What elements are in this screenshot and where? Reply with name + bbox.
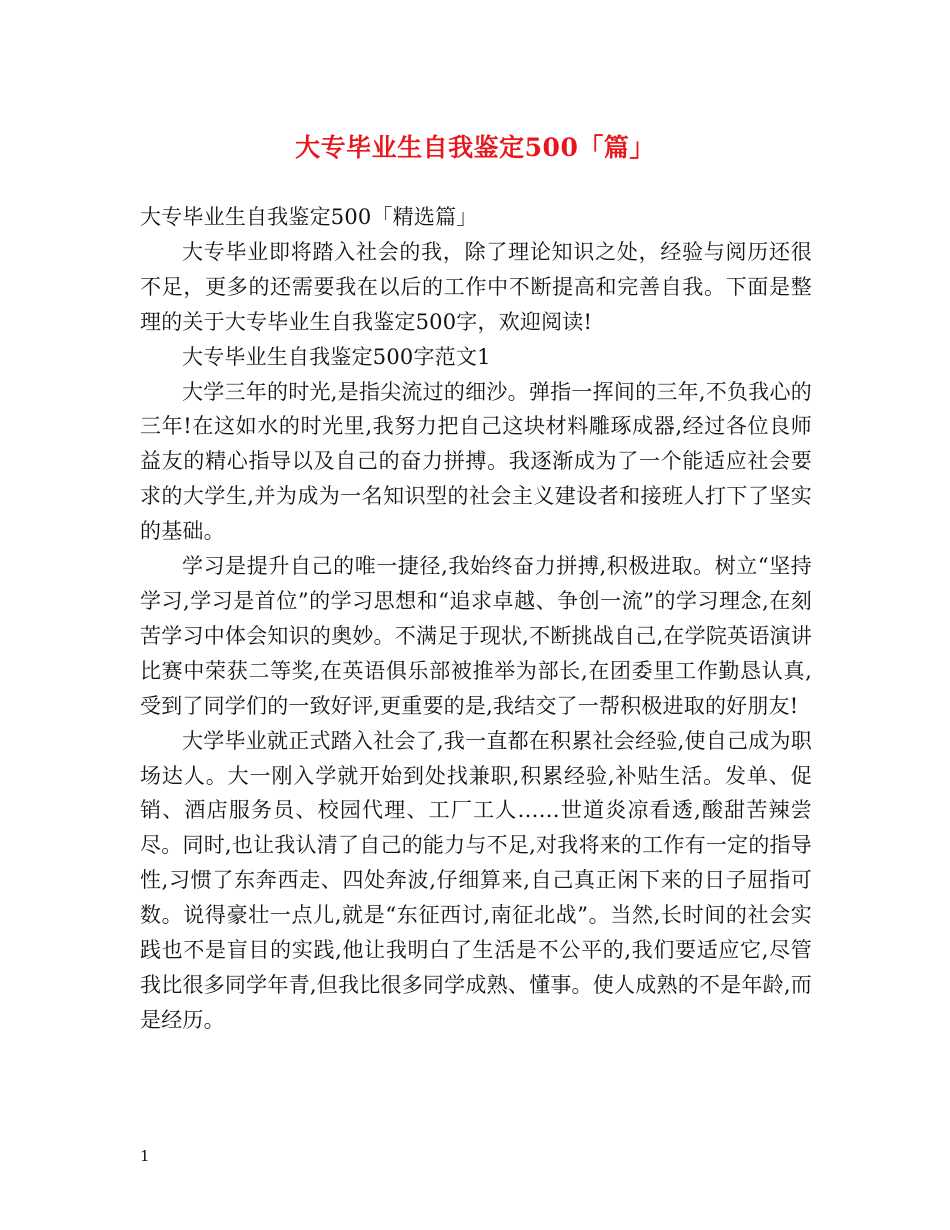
paragraph: 学习是提升自己的唯一捷径,我始终奋力拼搏,积极进取。树立“坚持学习,学习是首位”的学习思想和“追求卓越、争创一流”的学习理念,在刻苦学习中体会知识的奥妙。不满足于现状,不断挑战自己,在学院英语演讲比赛中荣获二等奖,在英语俱乐部被推举为部长,在团委里工作勤恳认真,受到了同学们的一致好评,更重要的是,我结交了一帮积极进取的好朋友! [140, 554, 812, 718]
paragraph: 大学三年的时光,是指尖流过的细沙。弹指一挥间的三年,不负我心的三年!在这如水的时光里,我努力把自己这块材料雕琢成器,经过各位良师益友的精心指导以及自己的奋力拼搏。我逐渐成为了一个能适应社会要求的大学生,并为成为一名知识型的社会主义建设者和接班人打下了坚实的基础。 [140, 379, 812, 544]
paragraph: 大专毕业生自我鉴定500「精选篇」 [140, 205, 478, 229]
paragraph: 大专毕业即将踏入社会的我，除了理论知识之处，经验与阅历还很不足，更多的还需要我在以后的工作中不断提高和完善自我。下面是整理的关于大专毕业生自我鉴定500字，欢迎阅读! [140, 239, 812, 334]
document-title: 大专毕业生自我鉴定500「篇」 [295, 133, 655, 162]
paragraph: 大学毕业就正式踏入社会了,我一直都在积累社会经验,使自己成为职场达人。大一刚入学就开始到处找兼职,积累经验,补贴生活。发单、促销、酒店服务员、校园代理、工厂工人……世道炎凉看透,酸甜苦辣尝尽。同时,也让我认清了自己的能力与不足,对我将来的工作有一定的指导性,习惯了东奔西走、四处奔波,仔细算来,自己真正闲下来的日子屈指可数。说得豪壮一点儿,就是“东征西讨,南征北战”。当然,长时间的社会实践也不是盲目的实践,他让我明白了生活是不公平的,我们要适应它,尽管我比很多同学年青,但我比很多同学成熟、懂事。使人成熟的不是年龄,而是经历。 [140, 728, 812, 1032]
document-body [140, 200, 812, 1038]
paragraph: 大专毕业生自我鉴定500字范文1 [182, 344, 491, 369]
page-number: 1 [140, 1147, 150, 1165]
